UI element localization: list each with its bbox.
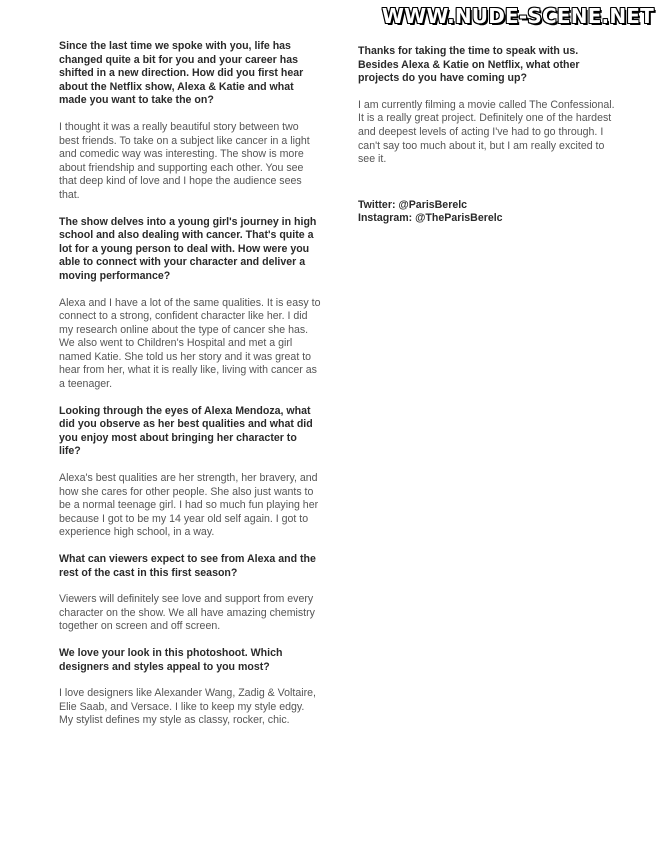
- watermark-text: WWW.NUDE-SCENE.NET: [381, 4, 654, 28]
- left-column: [59, 40, 321, 741]
- question-5: We love your look in this photoshoot. Which designers and styles appeal to you most?: [59, 646, 283, 673]
- answer-4: Viewers will definitely see love and support from every character on the show. We all have amazing chemistry together on screen and off screen.: [59, 593, 315, 633]
- question-1: Since the last time we spoke with you, life has changed quite a bit for you and your career has shifted in a new direction. How did you first hear about the Netflix show, Alexa & Katie and what made you want to take the on?: [59, 40, 304, 107]
- instagram-handle: Instagram: @TheParisBerelc: [358, 212, 503, 225]
- answer-5: I love designers like Alexander Wang, Zadig & Voltaire, Elie Saab, and Versace. I like to keep my style edgy. My stylist defines my style as classy, rocker, chic.: [59, 687, 316, 727]
- right-column: [358, 40, 620, 226]
- question-3: Looking through the eyes of Alexa Mendoza, what did you observe as her best qualities and what did you enjoy most about bringing her character to life?: [59, 404, 313, 458]
- twitter-handle: Twitter: @ParisBerelc: [358, 198, 468, 211]
- answer-3: Alexa's best qualities are her strength, her bravery, and how she cares for other people. She also just wants to be a normal teenage girl. I had so much fun playing her because I got to be my 14 year old self again. I got to experience high school, in a way.: [59, 472, 319, 539]
- question-2: The show delves into a young girl's journey in high school and also dealing with cancer. That's quite a lot for a young person to deal with. How were you able to connect with your character and deliver a moving performance?: [59, 215, 317, 282]
- question-6: Thanks for taking the time to speak with us. Besides Alexa & Katie on Netflix, what other projects do you have coming up?: [358, 45, 580, 85]
- question-4: What can viewers expect to see from Alexa and the rest of the cast in this first season?: [59, 553, 316, 579]
- answer-6: I am currently filming a movie called The Confessional. It is a really great project. Definitely one of the hardest and deepest levels of acting I've had to go through. I can't say too much about it, but I am really excited to see it.: [358, 98, 615, 166]
- answer-1: I thought it was a really beautiful story between two best friends. To take on a subject like cancer in a light and comedic way was interesting. The show is more about friendship and supporting each other. You see that deep kind of love and I hope the audience sees that.: [59, 120, 310, 201]
- answer-2: Alexa and I have a lot of the same qualities. It is easy to connect to a strong, confident character like her. I did my research online about the type of cancer she has. We also went to Children's Hospital and met a girl named Katie. She told us her story and it was great to hear from her, what it is really like, living with cancer as a teenager.: [59, 296, 321, 391]
